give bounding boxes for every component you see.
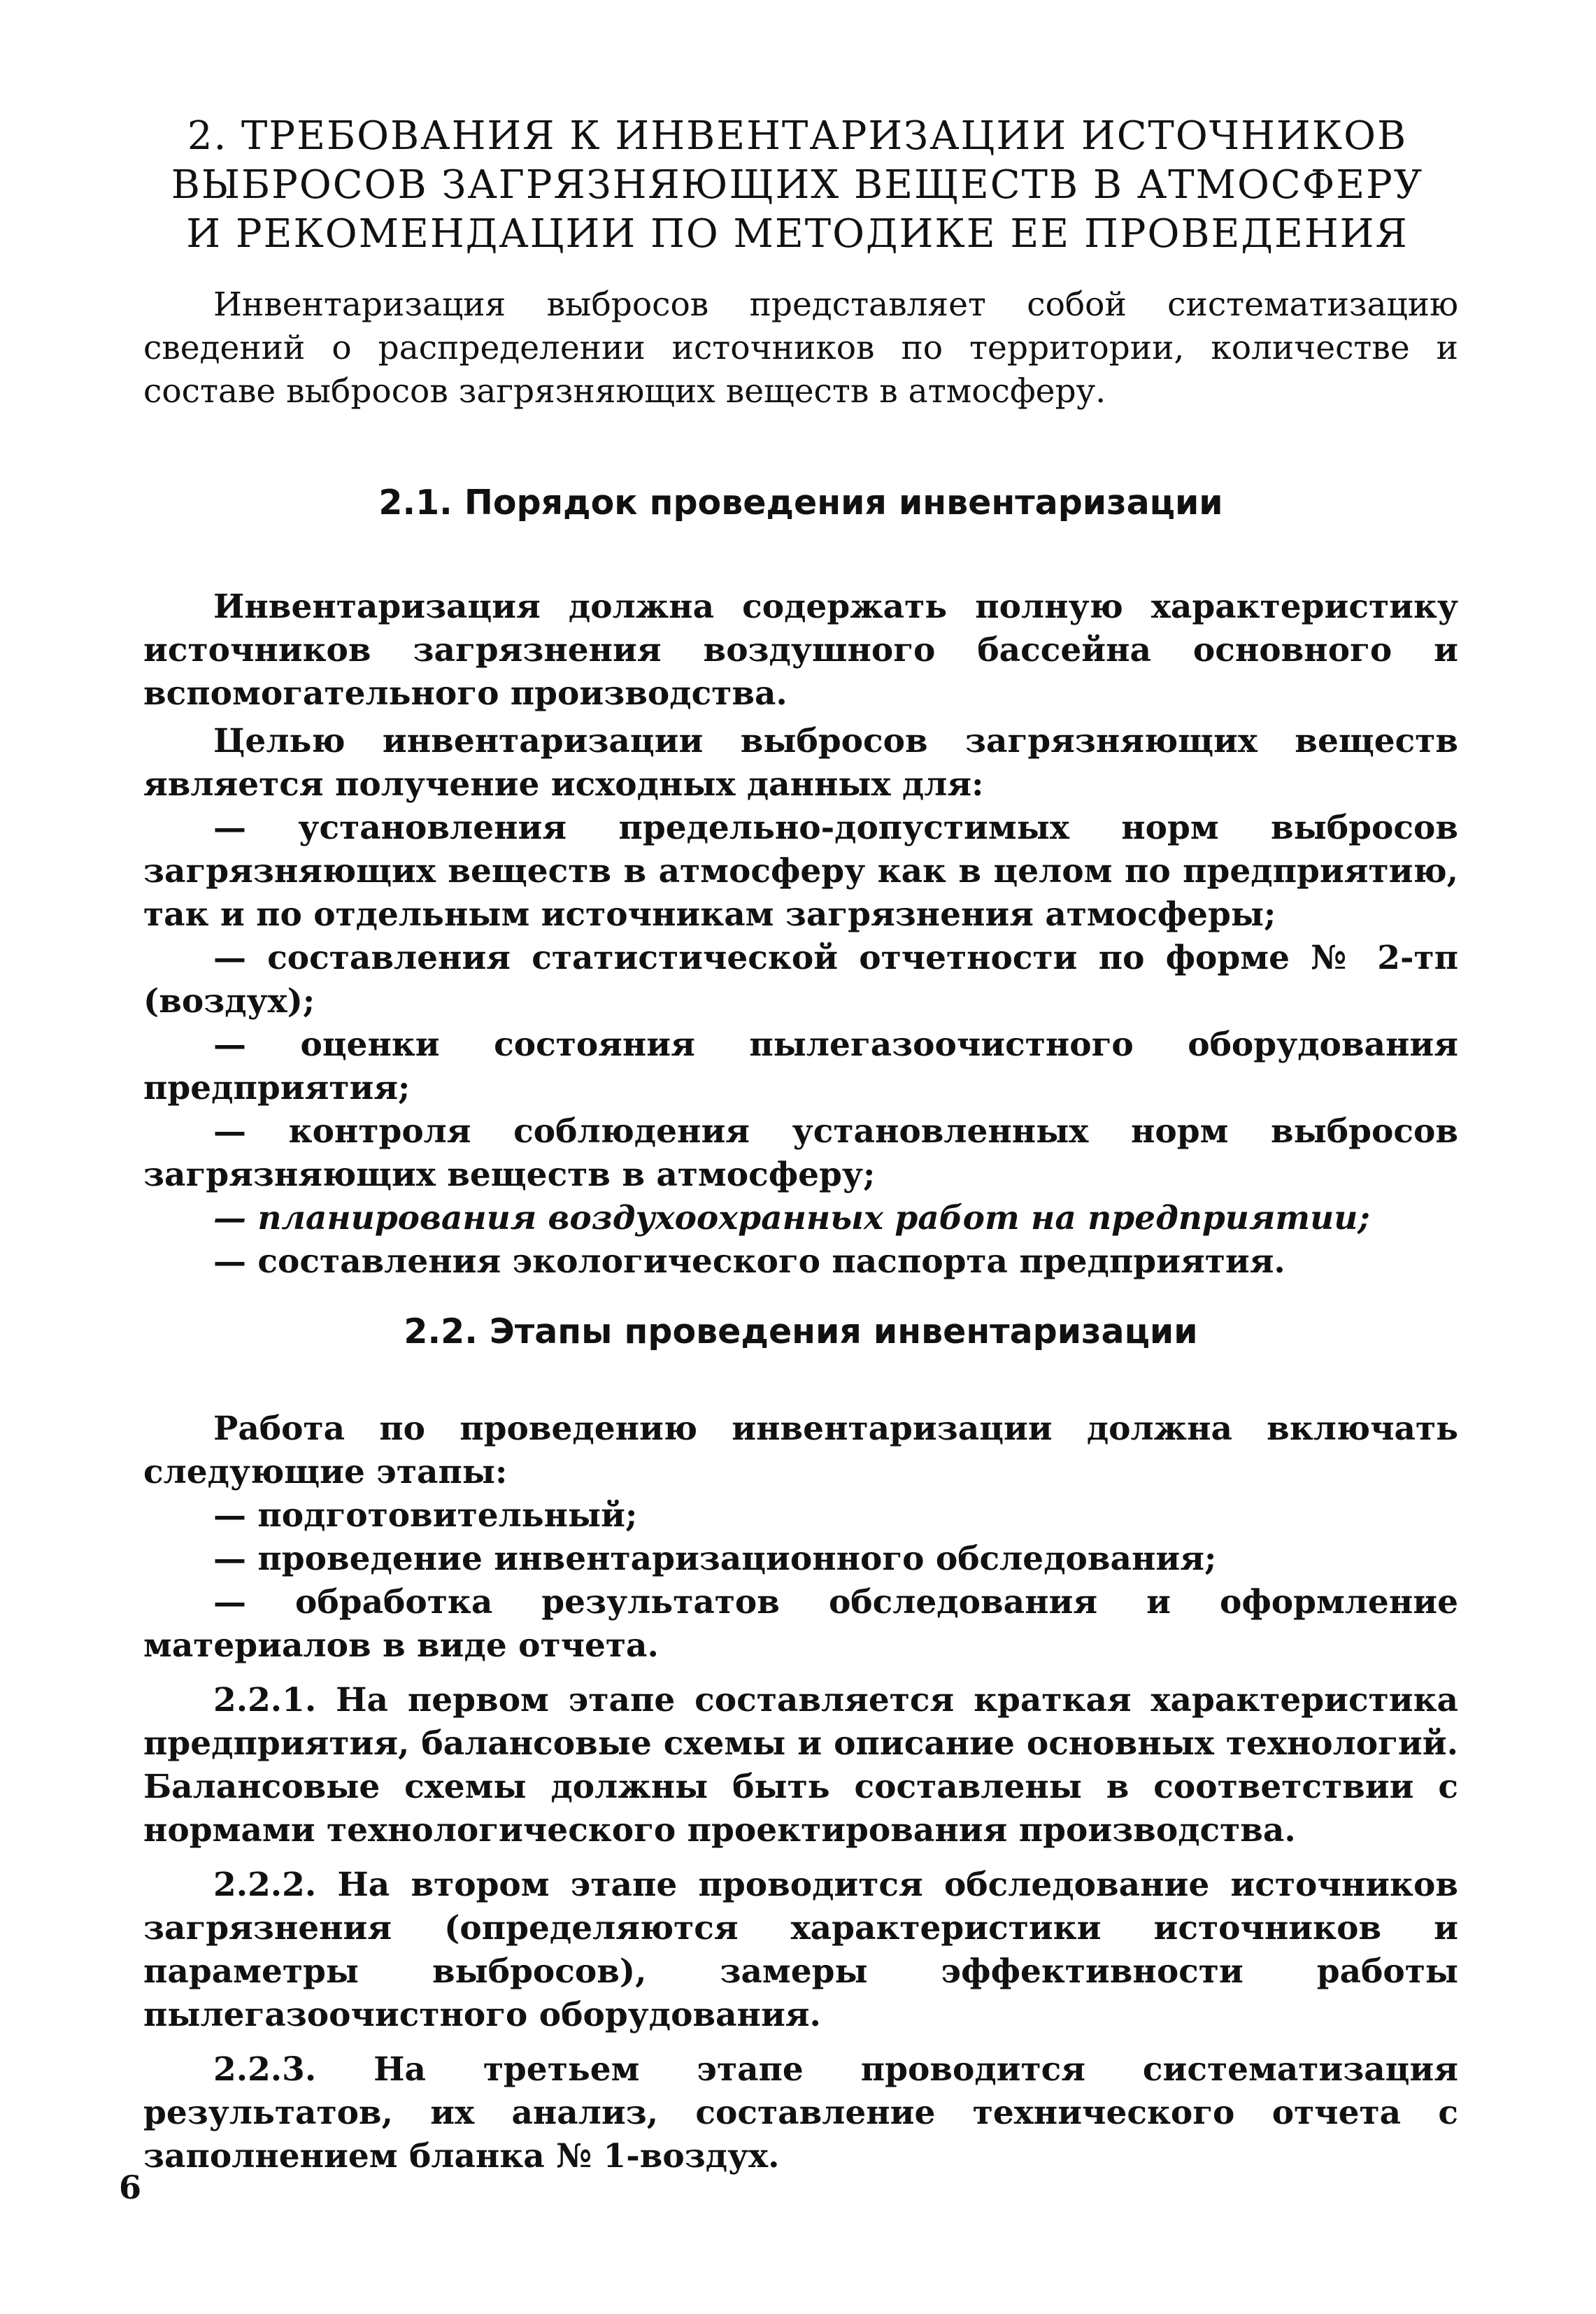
list-item: — составления экологического паспорта предприятия. [213, 1242, 1285, 1281]
section-2-2-heading: 2.2. Этапы проведения инвентаризации [404, 1312, 1198, 1351]
section-2-1 [143, 483, 1458, 1284]
paragraph-2-2-1: 2.2.1. На первом этапе составляется краткая характеристика предприятия, балансовые схемы и описание основных технологий. Балансовые схемы должны быть составлены в соответствии с нормами технологического проектирования производства. [143, 1681, 1458, 1850]
page-number: 6 [119, 2169, 142, 2206]
title-line-2: ВЫБРОСОВ ЗАГРЯЗНЯЮЩИХ ВЕЩЕСТВ В АТМОСФЕРУ [171, 162, 1424, 208]
list-item: — контроля соблюдения установленных норм выбросов загрязняющих веществ в атмосферу; [143, 1112, 1458, 1194]
intro-block [143, 283, 1458, 413]
paragraph-2-2-3: 2.2.3. На третьем этапе проводится систематизация результатов, их анализ, составление технического отчета с заполнением бланка № 1-воздух. [143, 2050, 1458, 2175]
list-item: — установления предельно-допустимых норм выбросов загрязняющих веществ в атмосферу как в целом по предприятию, так и по отдельным источникам загрязнения атмосферы; [143, 809, 1458, 934]
list-item: — оценки состояния пылегазоочистного оборудования предприятия; [143, 1025, 1458, 1107]
list-item: — обработка результатов обследования и оформление материалов в виде отчета. [143, 1583, 1458, 1665]
chapter-title [140, 112, 1455, 259]
title-line-3: И РЕКОМЕНДАЦИИ ПО МЕТОДИКЕ ЕЕ ПРОВЕДЕНИЯ [186, 211, 1409, 257]
title-line-1: 2. ТРЕБОВАНИЯ К ИНВЕНТАРИЗАЦИИ ИСТОЧНИКОВ [187, 113, 1408, 159]
section-2-1-heading: 2.1. Порядок проведения инвентаризации [378, 483, 1223, 523]
section-2-2-paragraph-1: Работа по проведению инвентаризации должна включать следующие этапы: [143, 1410, 1458, 1491]
list-item: — подготовительный; [213, 1496, 638, 1535]
list-item: — проведение инвентаризационного обследования; [213, 1540, 1217, 1578]
list-item: — составления статистической отчетности по форме № 2-тп (воздух); [143, 939, 1458, 1021]
section-2-1-paragraph-1: Инвентаризация должна содержать полную характеристику источников загрязнения воздушного бассейна основного и вспомогательного производства. [143, 588, 1458, 713]
list-item: — планирования воздухоохранных работ на предприятии; [213, 1199, 1370, 1237]
section-2-1-paragraph-2: Целью инвентаризации выбросов загрязняющих веществ является получение исходных данных для: [143, 722, 1458, 804]
paragraph-2-2-2: 2.2.2. На втором этапе проводится обследование источников загрязнения (определяются характеристики источников и параметры выбросов), замеры эффективности работы пылегазоочистного оборудования. [143, 1866, 1458, 2034]
section-2-2 [143, 1312, 1458, 2178]
intro-paragraph: Инвентаризация выбросов представляет собой систематизацию сведений о распределении источников по территории, количестве и составе выбросов загрязняющих веществ в атмосферу. [143, 285, 1458, 411]
